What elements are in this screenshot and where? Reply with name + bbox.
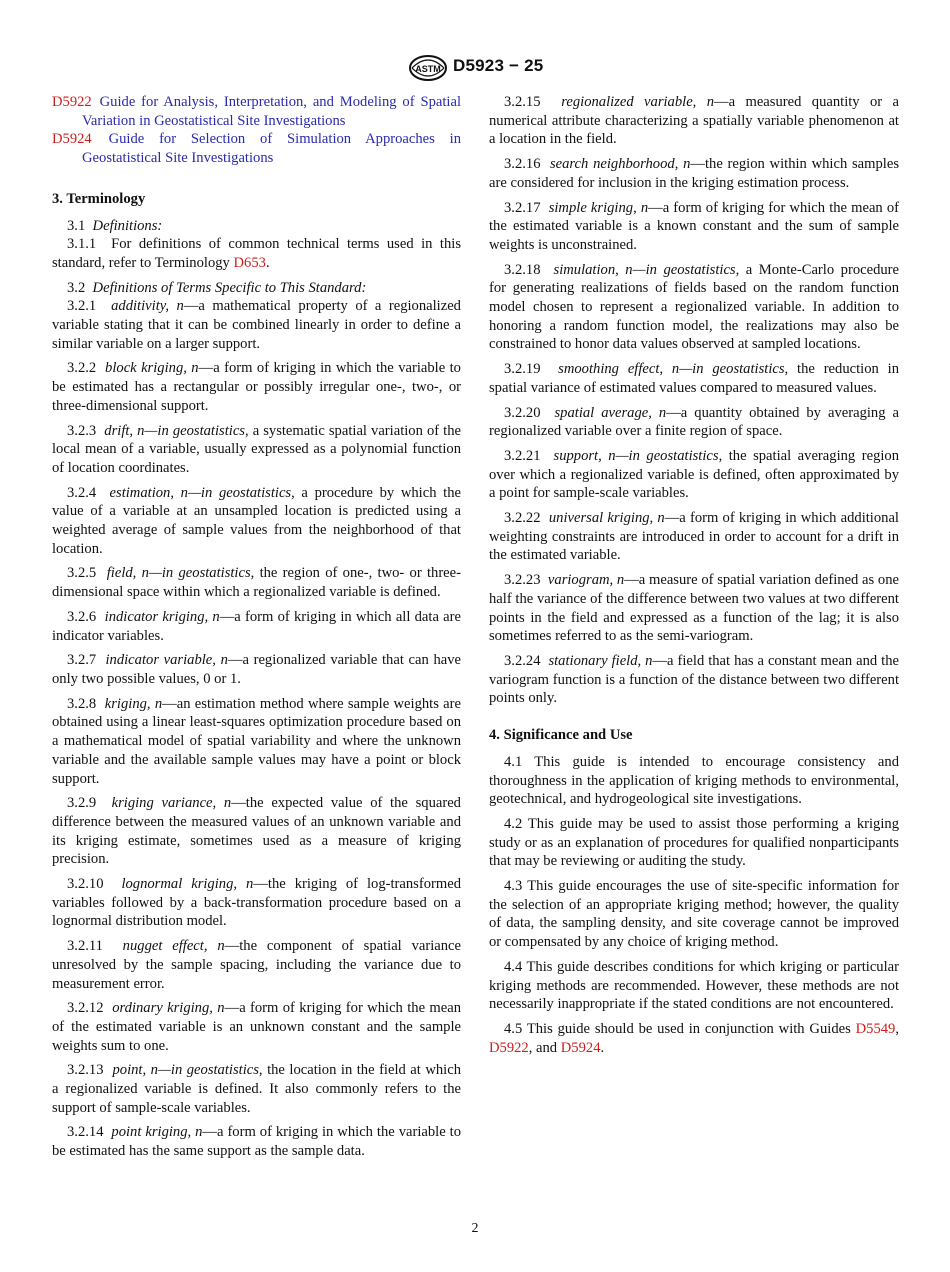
reference-d5924 [52,130,461,167]
definition-3-2-15: 3.2.15 regionalized variable, n—a measured quantity or a numerical attribute characterizing a spatially variable phenomenon at a location in the field. [489,94,899,148]
paragraph-4-4: 4.4 This guide describes conditions for which kriging or particular kriging methods are recommended. However, these methods are not necessarily inappropriate if the stated conditions are not encountered. [489,958,899,1013]
reference-link-d5924[interactable]: D5924 [560,1039,601,1056]
reference-link-d5922[interactable]: D5922 [489,1039,529,1056]
definition-3-2-24: 3.2.24 stationary field, n—a field that has a constant mean and the variogram function is a function of the distance between two different points only. [489,652,899,707]
page-header [0,54,950,84]
section-3-heading: 3. Terminology [52,190,146,207]
logo-text: ASTM [415,64,441,74]
reference-d5922 [52,93,461,130]
definition-3-2-13: 3.2.13 point, n—in geostatistics, the location in the field at which a regionalized variable is defined. It also commonly refers to the support of sample-scale variables. [52,1062,462,1116]
reference-title[interactable]: Guide for Analysis, Interpretation, and Modeling of Spatial Variation in Geostatistical Site Investigations [82,94,461,129]
reference-code-link[interactable]: D5922 [52,94,92,110]
definition-3-2-11: 3.2.11 nugget effect, n—the component of spatial variance unresolved by the sample spacing, including the variance due to measurement error. [52,938,462,992]
paragraph-4-2: 4.2 This guide may be used to assist those performing a kriging study or as an explanation of procedures for qualified nonparticipants that may be reviewing or auditing the study. [489,815,899,870]
definition-3-2-17: 3.2.17 simple kriging, n—a form of kriging for which the mean of the estimated variable is a known constant and the sum of sample weights is unconstrained. [489,199,899,253]
definition-3-2-10: 3.2.10 lognormal kriging, n—the kriging of log-transformed variables followed by a back-transformation procedure based on a lognormal distribution model. [52,876,461,930]
definition-3-2-8: 3.2.8 kriging, n—an estimation method where sample weights are obtained using a linear least-squares optimization procedure based on a mathematical model of spatial variability and where the unknown variable and the available sample values may have a point or block support. [52,695,461,787]
definition-3-2-3: 3.2.3 drift, n—in geostatistics, a systematic spatial variation of the local mean of a variable, usually expressed as a polynomial function of location coordinates. [52,422,461,476]
definition-3-2-9: 3.2.9 kriging variance, n—the expected value of the squared difference between the measured values of an unknown variable and its kriging estimate, sometimes used as a measure of kriging precision. [52,795,461,868]
definition-3-2-20: 3.2.20 spatial average, n—a quantity obtained by averaging a regionalized variable over a finite region of space. [489,404,899,440]
reference-link-d653[interactable]: D653 [233,254,266,271]
definition-3-2-14: 3.2.14 point kriging, n—a form of kriging in which the variable to be estimated has the same support as the sample data. [52,1124,462,1160]
section-4-heading: 4. Significance and Use [489,727,633,744]
definition-3-2-2: 3.2.2 block kriging, n—a form of kriging in which the variable to be estimated has a rectangular or possibly irregular one-, two-, or three-dimensional support. [52,360,461,414]
reference-code-link[interactable]: D5924 [52,131,92,148]
definition-3-2-12: 3.2.12 ordinary kriging, n—a form of kriging for which the mean of the estimated variable is an unknown constant and the sample weights sum to one. [52,1000,462,1054]
subsection-3-2: 3.2 Definitions of Terms Specific to This Standard: [67,279,367,296]
definition-3-2-1: 3.2.1 additivity, n—a mathematical property of a regionalized variable stating that it can be combined linearly in order to define a similar variable on a larger support. [52,298,461,352]
astm-logo-icon [408,54,448,82]
definition-3-2-6: 3.2.6 indicator kriging, n—a form of kriging in which all data are indicator variables. [52,608,461,644]
definition-3-2-7: 3.2.7 indicator variable, n—a regionalized variable that can have only two possible values, 0 or 1. [52,652,461,687]
definition-3-2-22: 3.2.22 universal kriging, n—a form of kriging in which additional weighting constraints are introduced in order to account for a drift in the estimated variable. [489,510,899,564]
definition-3-2-19: 3.2.19 smoothing effect, n—in geostatistics, the reduction in spatial variance of estimated values compared to measured values. [489,361,899,396]
page-number: 2 [471,1221,479,1236]
right-column [489,93,899,1063]
reference-title[interactable]: Guide for Selection of Simulation Approaches in Geostatistical Site Investigations [82,131,461,167]
definition-3-2-21: 3.2.21 support, n—in geostatistics, the spatial averaging region over which a regionalized variable is defined, often approximated by a point for sample-scale variables. [489,447,900,502]
paragraph-4-1: 4.1 This guide is intended to encourage consistency and thoroughness in the application of kriging methods to environmental, geotechnical, and hydrogeological site investigations. [489,753,899,808]
definition-3-2-16: 3.2.16 search neighborhood, n—the region within which samples are considered for inclusion in the kriging estimation process. [489,156,900,191]
paragraph-4-3: 4.3 This guide encourages the use of site-specific information for the selection of an appropriate kriging method; however, the quality of data, the sampling density, and site coverage cannot be improved or compensated by any choice of kriging method. [489,878,899,951]
document-designation: D5923 − 25 [453,56,544,75]
left-column [52,93,461,1167]
definition-3-2-4: 3.2.4 estimation, n—in geostatistics, a procedure by which the value of a variable at an unsampled location is predicted using a weighted average of sample values from the neighborhood of that location. [52,484,462,557]
subsection-3-1: 3.1 Definitions: [67,217,163,234]
definition-3-2-5: 3.2.5 field, n—in geostatistics, the region of one-, two- or three-dimensional space within which a regionalized variable is defined. [52,565,461,601]
reference-link-d5549[interactable]: D5549 [855,1020,896,1037]
paragraph-4-5: 4.5 This guide should be used in conjunction with Guides D5549, D5922, and D5924. [489,1020,899,1056]
definition-3-2-23: 3.2.23 variogram, n—a measure of spatial variation defined as one half the variance of the difference between two values at two different points in the field and expressed as a function of the lag; it is also sometimes referred to as the semi-variogram. [489,572,900,645]
paragraph-3-1-1: 3.1.1 For definitions of common technical terms used in this standard, refer to Terminology D653. [52,236,461,271]
definition-3-2-18: 3.2.18 simulation, n—in geostatistics, a Monte-Carlo procedure for generating realizations of fields based on the random function model chosen to represent a regionalized variable. In addition to honoring a random function model, the realizations may also be constrained to honor data values observed at sampled locations. [489,261,900,353]
